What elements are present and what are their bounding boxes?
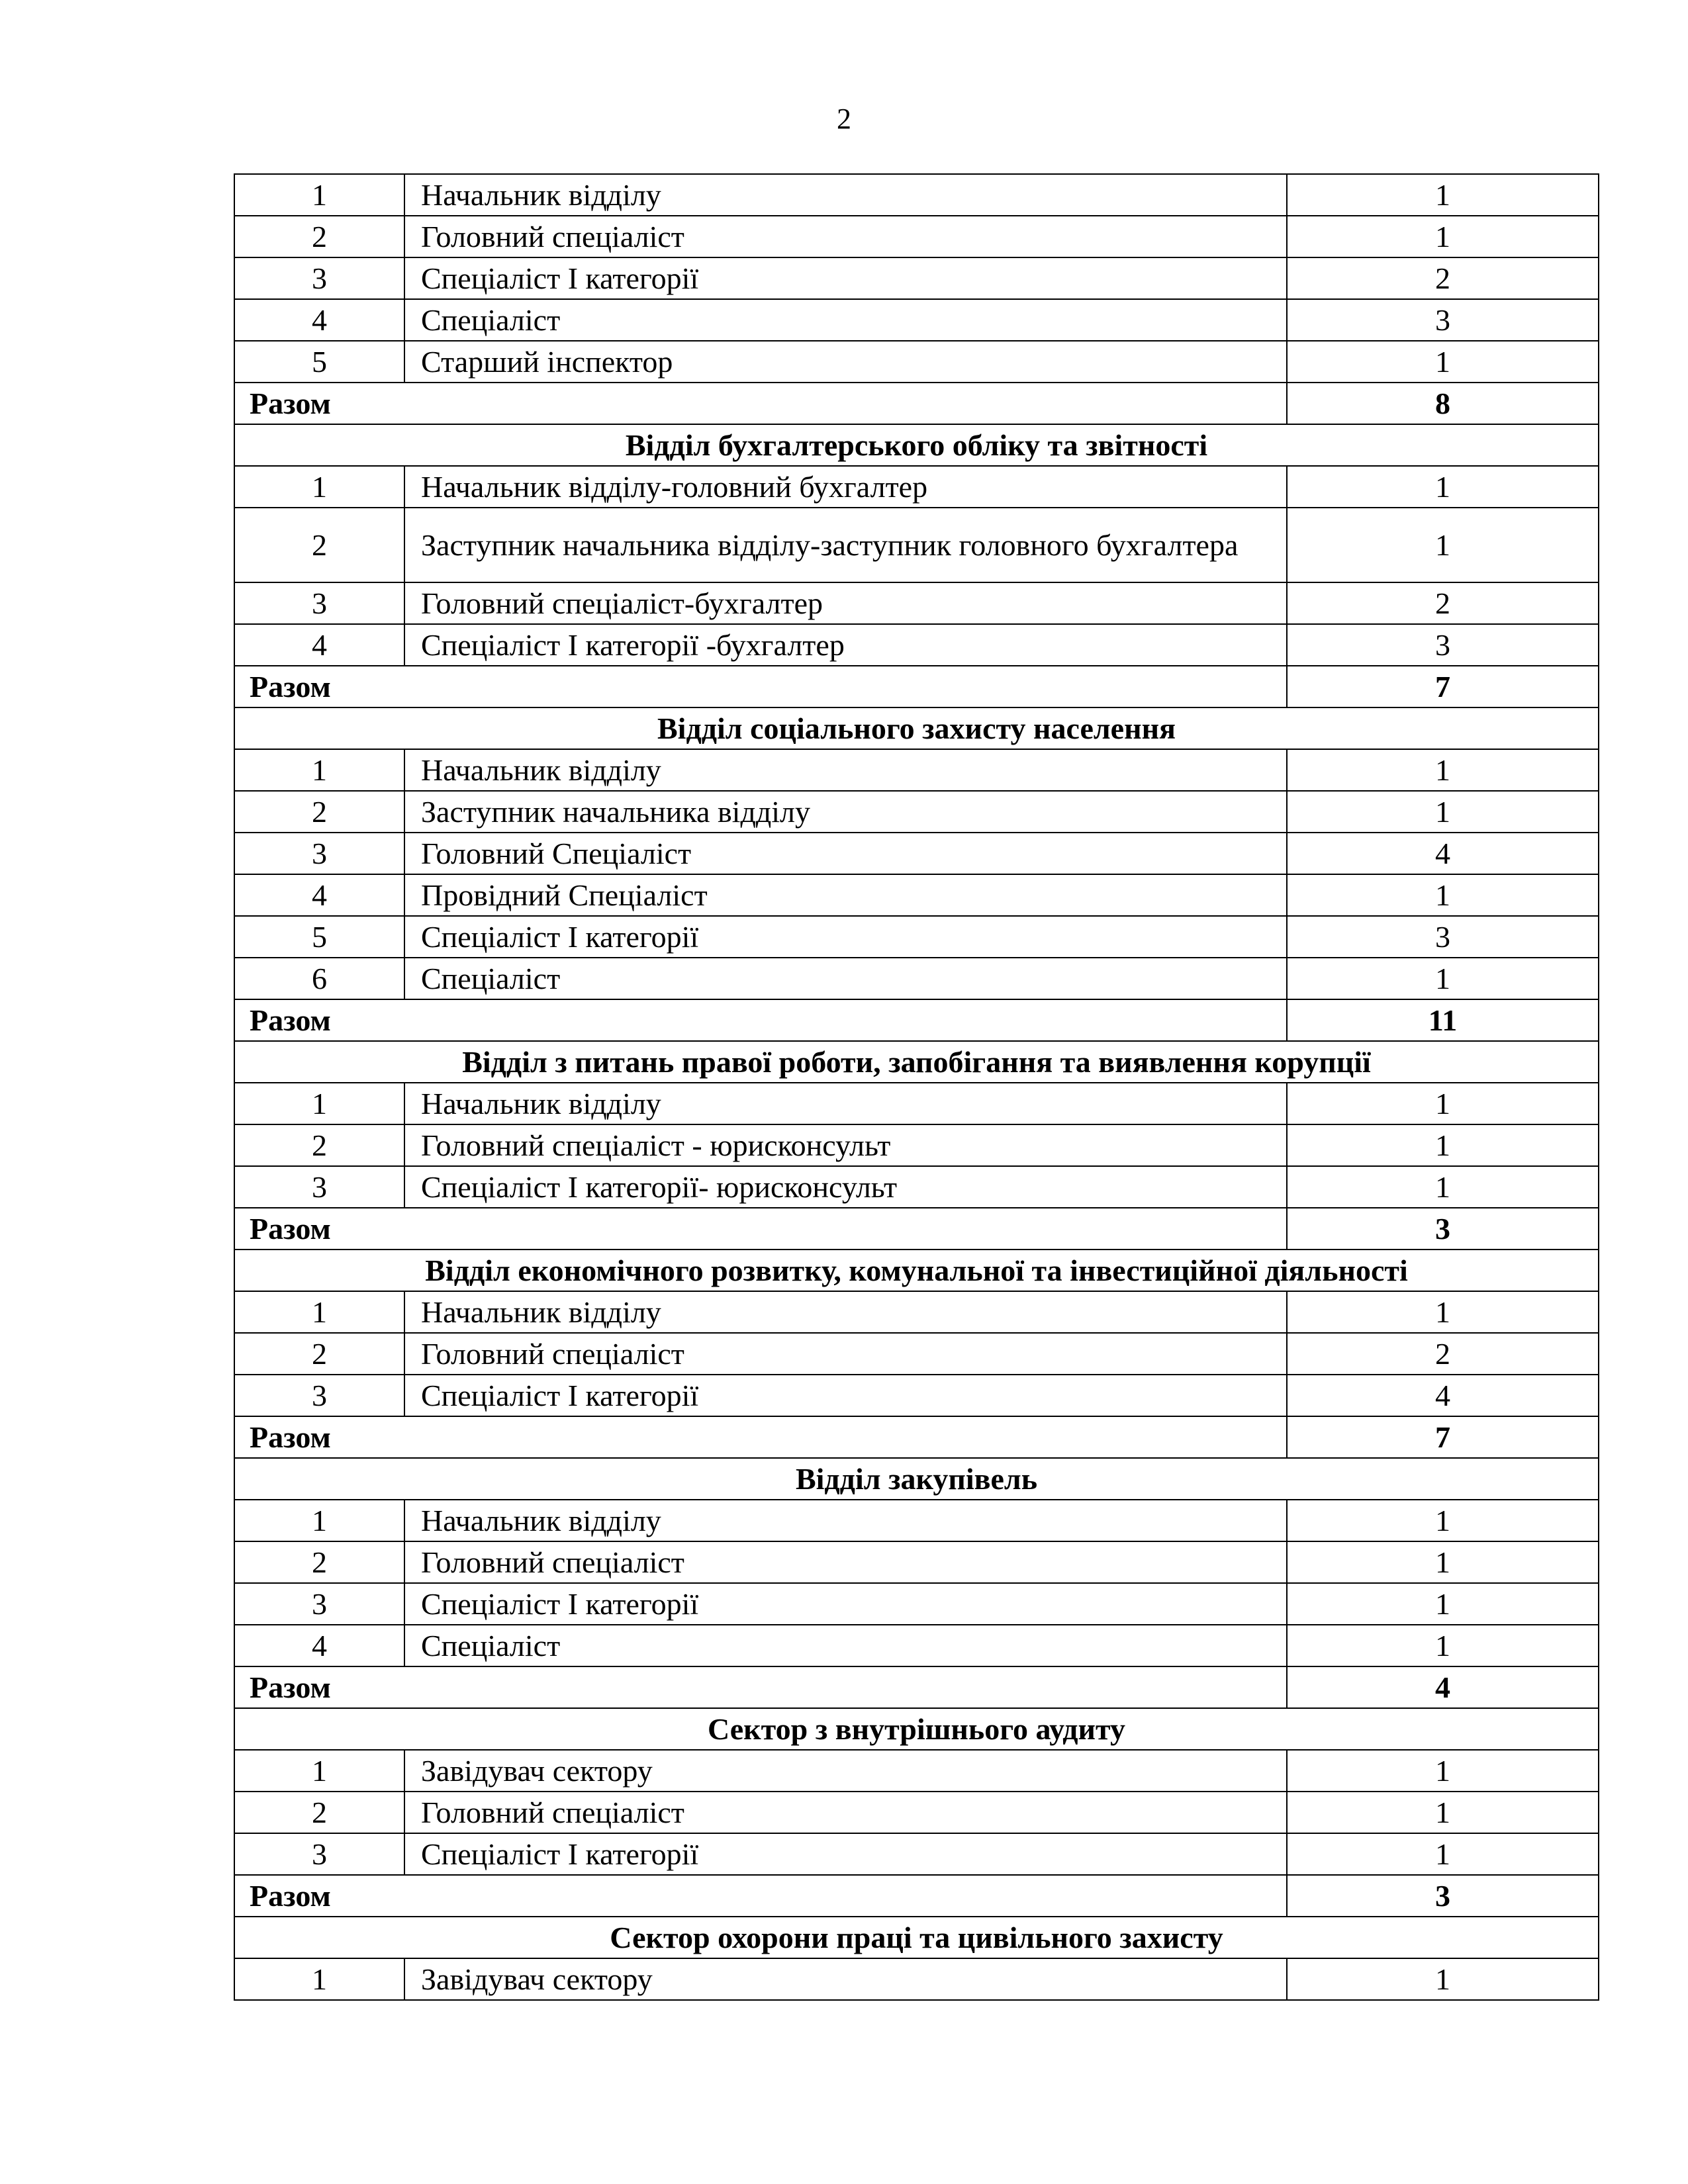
- staff-count: 1: [1287, 216, 1599, 257]
- staff-count: 1: [1287, 1958, 1599, 2000]
- table-row: [234, 1500, 1599, 1541]
- staff-count: 1: [1287, 1750, 1599, 1792]
- table-row: [234, 791, 1599, 833]
- staff-count: 1: [1287, 1541, 1599, 1583]
- row-number: 6: [234, 958, 404, 999]
- position-title: Головний спеціаліст-бухгалтер: [404, 582, 1287, 624]
- total-value: 3: [1287, 1208, 1599, 1250]
- position-title: Начальник відділу-головний бухгалтер: [404, 466, 1287, 508]
- table-row: [234, 216, 1599, 257]
- staff-count: 3: [1287, 916, 1599, 958]
- row-number: 3: [234, 833, 404, 874]
- table-row: [234, 299, 1599, 341]
- row-number: 3: [234, 1166, 404, 1208]
- section-title: Відділ економічного розвитку, комунальної та інвестиційної діяльності: [234, 1250, 1599, 1291]
- position-title: Провідний Спеціаліст: [404, 874, 1287, 916]
- table-row: [234, 749, 1599, 791]
- section-heading-row: [234, 1041, 1599, 1083]
- row-number: 4: [234, 874, 404, 916]
- table-row: [234, 874, 1599, 916]
- row-number: 2: [234, 1541, 404, 1583]
- section-title: Відділ закупівель: [234, 1458, 1599, 1500]
- staff-count: 2: [1287, 257, 1599, 299]
- position-title: Спеціаліст І категорії: [404, 916, 1287, 958]
- staff-count: 3: [1287, 299, 1599, 341]
- row-number: 4: [234, 1625, 404, 1666]
- total-row: [234, 383, 1599, 424]
- position-title: Головний спеціаліст - юрисконсульт: [404, 1124, 1287, 1166]
- table-row: [234, 341, 1599, 383]
- position-title: Головний спеціаліст: [404, 1541, 1287, 1583]
- row-number: 1: [234, 466, 404, 508]
- table-row: [234, 257, 1599, 299]
- row-number: 2: [234, 216, 404, 257]
- section-title: Відділ з питань правої роботи, запобігання та виявлення корупції: [234, 1041, 1599, 1083]
- position-title: Спеціаліст І категорії: [404, 257, 1287, 299]
- total-label: Разом: [234, 1666, 1287, 1708]
- row-number: 1: [234, 1083, 404, 1124]
- row-number: 1: [234, 1958, 404, 2000]
- total-value: 7: [1287, 1416, 1599, 1458]
- total-row: [234, 1875, 1599, 1917]
- row-number: 5: [234, 341, 404, 383]
- staff-count: 1: [1287, 508, 1599, 582]
- section-heading-row: [234, 707, 1599, 749]
- section-title: Відділ бухгалтерського обліку та звітності: [234, 424, 1599, 466]
- staff-count: 1: [1287, 466, 1599, 508]
- position-title: Спеціаліст: [404, 1625, 1287, 1666]
- staff-count: 4: [1287, 833, 1599, 874]
- staff-count: 1: [1287, 1291, 1599, 1333]
- staff-count: 1: [1287, 1583, 1599, 1625]
- position-title: Головний Спеціаліст: [404, 833, 1287, 874]
- staff-count: 2: [1287, 1333, 1599, 1375]
- row-number: 1: [234, 1291, 404, 1333]
- position-title: Спеціаліст І категорії: [404, 1833, 1287, 1875]
- staff-count: 1: [1287, 1500, 1599, 1541]
- row-number: 2: [234, 508, 404, 582]
- row-number: 5: [234, 916, 404, 958]
- row-number: 1: [234, 1750, 404, 1792]
- total-row: [234, 1208, 1599, 1250]
- total-value: 3: [1287, 1875, 1599, 1917]
- table-row: [234, 833, 1599, 874]
- row-number: 2: [234, 1124, 404, 1166]
- row-number: 3: [234, 1583, 404, 1625]
- staff-count: 1: [1287, 1833, 1599, 1875]
- position-title: Спеціаліст І категорії: [404, 1583, 1287, 1625]
- total-value: 11: [1287, 999, 1599, 1041]
- position-title: Головний спеціаліст: [404, 1333, 1287, 1375]
- staffing-table: [234, 173, 1599, 2001]
- staffing-table-body: [234, 174, 1599, 2000]
- section-title: Сектор охорони праці та цивільного захисту: [234, 1917, 1599, 1958]
- total-label: Разом: [234, 1416, 1287, 1458]
- table-row: [234, 466, 1599, 508]
- table-row: [234, 1291, 1599, 1333]
- row-number: 3: [234, 1833, 404, 1875]
- position-title: Завідувач сектору: [404, 1958, 1287, 2000]
- total-value: 8: [1287, 383, 1599, 424]
- total-row: [234, 999, 1599, 1041]
- section-heading-row: [234, 1250, 1599, 1291]
- table-row: [234, 1375, 1599, 1416]
- staff-count: 1: [1287, 174, 1599, 216]
- row-number: 2: [234, 1333, 404, 1375]
- staff-count: 1: [1287, 1792, 1599, 1833]
- section-heading-row: [234, 1917, 1599, 1958]
- position-title: Заступник начальника відділу-заступник головного бухгалтера: [404, 508, 1287, 582]
- position-title: Начальник відділу: [404, 1083, 1287, 1124]
- row-number: 3: [234, 582, 404, 624]
- row-number: 1: [234, 749, 404, 791]
- section-heading-row: [234, 1708, 1599, 1750]
- total-label: Разом: [234, 999, 1287, 1041]
- row-number: 3: [234, 1375, 404, 1416]
- position-title: Спеціаліст: [404, 958, 1287, 999]
- row-number: 2: [234, 791, 404, 833]
- position-title: Начальник відділу: [404, 1500, 1287, 1541]
- table-row: [234, 624, 1599, 666]
- position-title: Головний спеціаліст: [404, 1792, 1287, 1833]
- table-row: [234, 1124, 1599, 1166]
- staff-count: 1: [1287, 1083, 1599, 1124]
- row-number: 1: [234, 174, 404, 216]
- section-heading-row: [234, 1458, 1599, 1500]
- table-row: [234, 1792, 1599, 1833]
- table-row: [234, 1541, 1599, 1583]
- table-row: [234, 1583, 1599, 1625]
- staff-count: 3: [1287, 624, 1599, 666]
- position-title: Начальник відділу: [404, 174, 1287, 216]
- staff-count: 2: [1287, 582, 1599, 624]
- row-number: 1: [234, 1500, 404, 1541]
- section-heading-row: [234, 424, 1599, 466]
- position-title: Старший інспектор: [404, 341, 1287, 383]
- table-row: [234, 1958, 1599, 2000]
- staff-count: 1: [1287, 749, 1599, 791]
- table-row: [234, 174, 1599, 216]
- total-label: Разом: [234, 383, 1287, 424]
- position-title: Начальник відділу: [404, 749, 1287, 791]
- position-title: Спеціаліст: [404, 299, 1287, 341]
- position-title: Заступник начальника відділу: [404, 791, 1287, 833]
- position-title: Головний спеціаліст: [404, 216, 1287, 257]
- position-title: Спеціаліст І категорії: [404, 1375, 1287, 1416]
- table-row: [234, 1833, 1599, 1875]
- row-number: 2: [234, 1792, 404, 1833]
- table-row: [234, 1333, 1599, 1375]
- staff-count: 1: [1287, 958, 1599, 999]
- row-number: 4: [234, 299, 404, 341]
- table-row: [234, 1750, 1599, 1792]
- total-label: Разом: [234, 666, 1287, 707]
- table-row: [234, 1083, 1599, 1124]
- staff-count: 1: [1287, 341, 1599, 383]
- table-row: [234, 582, 1599, 624]
- row-number: 3: [234, 257, 404, 299]
- total-row: [234, 1666, 1599, 1708]
- total-row: [234, 1416, 1599, 1458]
- staff-count: 1: [1287, 1166, 1599, 1208]
- staff-count: 1: [1287, 1124, 1599, 1166]
- staff-count: 4: [1287, 1375, 1599, 1416]
- section-title: Відділ соціального захисту населення: [234, 707, 1599, 749]
- staff-count: 1: [1287, 874, 1599, 916]
- table-row: [234, 508, 1599, 582]
- position-title: Начальник відділу: [404, 1291, 1287, 1333]
- table-row: [234, 1166, 1599, 1208]
- total-value: 7: [1287, 666, 1599, 707]
- staff-count: 1: [1287, 791, 1599, 833]
- total-label: Разом: [234, 1875, 1287, 1917]
- section-title: Сектор з внутрішнього аудиту: [234, 1708, 1599, 1750]
- row-number: 4: [234, 624, 404, 666]
- table-row: [234, 1625, 1599, 1666]
- staff-count: 1: [1287, 1625, 1599, 1666]
- total-row: [234, 666, 1599, 707]
- total-label: Разом: [234, 1208, 1287, 1250]
- position-title: Спеціаліст І категорії- юрисконсульт: [404, 1166, 1287, 1208]
- table-row: [234, 958, 1599, 999]
- page-number: 2: [837, 103, 851, 135]
- total-value: 4: [1287, 1666, 1599, 1708]
- position-title: Завідувач сектору: [404, 1750, 1287, 1792]
- table-row: [234, 916, 1599, 958]
- position-title: Спеціаліст І категорії -бухгалтер: [404, 624, 1287, 666]
